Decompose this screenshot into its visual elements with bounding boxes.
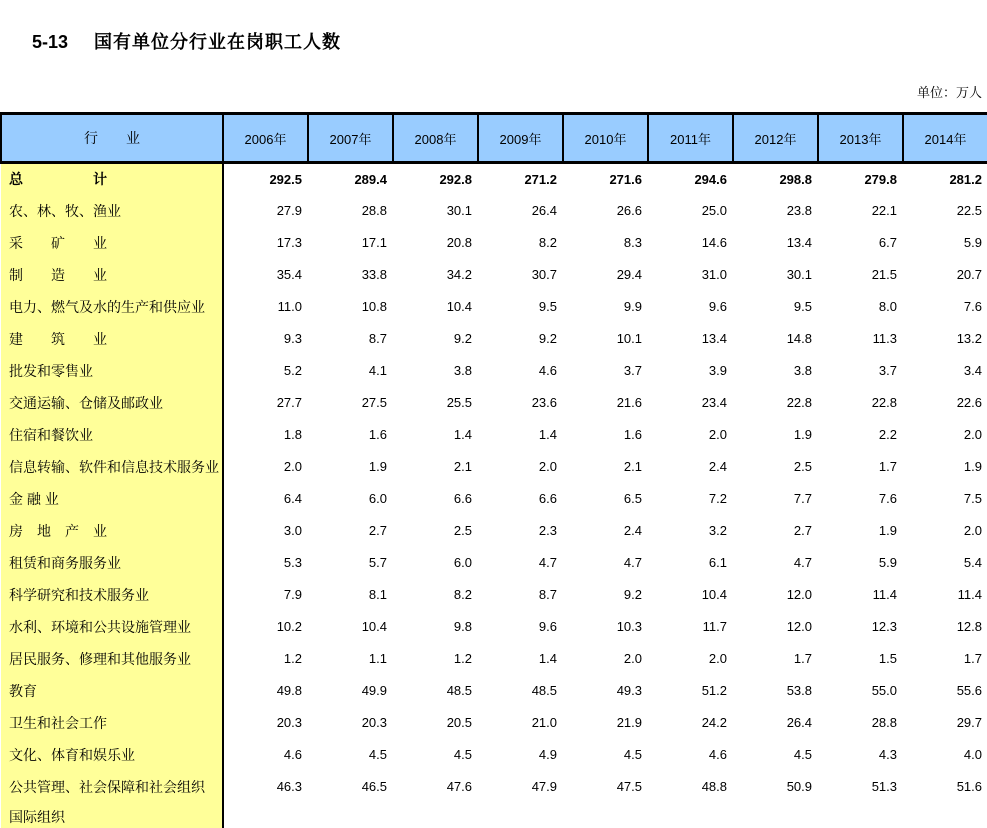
industry-label: 金 融 业 <box>1 483 223 515</box>
column-header-year-2013: 2013年 <box>818 114 903 163</box>
table-row <box>1 195 987 227</box>
table-row <box>1 707 987 739</box>
value-cell: 2.0 <box>708 427 727 442</box>
value-cell: 13.2 <box>956 331 982 346</box>
industry-label: 居民服务、修理和其他服务业 <box>1 643 223 675</box>
value-cell: 8.2 <box>453 587 472 602</box>
value-cell <box>563 803 648 828</box>
value-cell: 33.8 <box>361 267 387 282</box>
value-cell: 14.8 <box>786 331 812 346</box>
value-cell: 31.0 <box>701 267 727 282</box>
column-header-year-2006: 2006年 <box>223 114 308 163</box>
value-cell: 2.4 <box>708 459 727 474</box>
value-cell: 2.0 <box>708 651 727 666</box>
value-cell: 35.4 <box>276 267 302 282</box>
value-cell: 34.2 <box>446 267 472 282</box>
table-row <box>1 291 987 323</box>
value-cell: 5.7 <box>368 555 387 570</box>
value-cell: 8.2 <box>538 235 557 250</box>
value-cell: 9.6 <box>708 299 727 314</box>
value-cell: 46.3 <box>276 779 302 794</box>
value-cell: 9.6 <box>538 619 557 634</box>
value-cell: 2.0 <box>963 427 982 442</box>
value-cell: 7.5 <box>963 491 982 506</box>
table-row <box>1 515 987 547</box>
value-cell: 292.8 <box>439 171 472 187</box>
value-cell: 13.4 <box>786 235 812 250</box>
value-cell: 9.2 <box>623 587 642 602</box>
column-header-year-2010: 2010年 <box>563 114 648 163</box>
value-cell: 5.3 <box>283 555 302 570</box>
value-cell: 6.4 <box>283 491 302 506</box>
value-cell: 5.4 <box>963 555 982 570</box>
value-cell: 1.4 <box>538 427 557 442</box>
value-cell: 11.7 <box>702 619 727 634</box>
value-cell: 1.1 <box>368 651 387 666</box>
table-number: 5-13 <box>32 32 69 52</box>
value-cell: 22.6 <box>956 395 982 410</box>
value-cell <box>308 803 393 828</box>
value-cell: 1.8 <box>283 427 302 442</box>
industry-staff-table <box>0 112 987 828</box>
value-cell: 21.5 <box>871 267 897 282</box>
column-header-year-2009: 2009年 <box>478 114 563 163</box>
industry-label: 房 地 产 业 <box>1 515 223 547</box>
value-cell: 4.0 <box>963 747 982 762</box>
value-cell: 6.6 <box>453 491 472 506</box>
value-cell: 5.9 <box>963 235 982 250</box>
value-cell: 3.2 <box>708 523 727 538</box>
industry-label: 卫生和社会工作 <box>1 707 223 739</box>
value-cell: 49.3 <box>616 683 642 698</box>
industry-label: 批发和零售业 <box>1 355 223 387</box>
value-cell <box>818 803 903 828</box>
value-cell: 7.7 <box>793 491 812 506</box>
value-cell: 25.5 <box>446 395 472 410</box>
value-cell: 6.5 <box>623 491 642 506</box>
value-cell: 22.8 <box>786 395 812 410</box>
value-cell: 30.1 <box>786 267 812 282</box>
value-cell: 22.5 <box>956 203 982 218</box>
value-cell: 271.6 <box>609 171 642 187</box>
value-cell: 27.5 <box>361 395 387 410</box>
value-cell: 1.7 <box>878 459 897 474</box>
value-cell: 3.8 <box>453 363 472 378</box>
industry-label: 电力、燃气及水的生产和供应业 <box>1 291 223 323</box>
value-cell: 47.9 <box>531 779 557 794</box>
value-cell: 9.2 <box>453 331 472 346</box>
value-cell <box>223 803 308 828</box>
value-cell: 20.3 <box>276 715 302 730</box>
unit-bar <box>0 82 987 101</box>
industry-label: 文化、体育和娱乐业 <box>1 739 223 771</box>
value-cell: 4.9 <box>538 747 557 762</box>
value-cell: 4.6 <box>283 747 302 762</box>
value-cell <box>903 803 987 828</box>
value-cell: 12.3 <box>871 619 897 634</box>
industry-label: 科学研究和技术服务业 <box>1 579 223 611</box>
industry-label: 租赁和商务服务业 <box>1 547 223 579</box>
value-cell: 55.0 <box>871 683 897 698</box>
value-cell: 2.7 <box>793 523 812 538</box>
table-row <box>1 163 987 195</box>
value-cell: 2.1 <box>453 459 472 474</box>
table-row <box>1 227 987 259</box>
value-cell: 17.1 <box>361 235 387 250</box>
value-cell: 4.5 <box>623 747 642 762</box>
value-cell: 20.5 <box>446 715 472 730</box>
table-row <box>1 803 987 828</box>
industry-label: 采 矿 业 <box>1 227 223 259</box>
value-cell: 1.2 <box>283 651 302 666</box>
value-cell: 9.2 <box>538 331 557 346</box>
value-cell: 12.8 <box>956 619 982 634</box>
table-row <box>1 419 987 451</box>
table-row <box>1 579 987 611</box>
value-cell: 22.8 <box>871 395 897 410</box>
value-cell: 2.0 <box>283 459 302 474</box>
value-cell: 8.7 <box>538 587 557 602</box>
value-cell: 271.2 <box>524 171 557 187</box>
value-cell: 2.0 <box>623 651 642 666</box>
value-cell: 23.4 <box>701 395 727 410</box>
value-cell: 25.0 <box>701 203 727 218</box>
value-cell: 48.8 <box>701 779 727 794</box>
value-cell: 4.7 <box>793 555 812 570</box>
column-header-year-2008: 2008年 <box>393 114 478 163</box>
value-cell: 7.6 <box>878 491 897 506</box>
value-cell: 8.7 <box>368 331 387 346</box>
value-cell: 3.7 <box>623 363 642 378</box>
value-cell: 279.8 <box>864 171 897 187</box>
value-cell: 9.3 <box>283 331 302 346</box>
value-cell: 12.0 <box>786 587 812 602</box>
value-cell: 12.0 <box>786 619 812 634</box>
value-cell: 20.3 <box>361 715 387 730</box>
value-cell: 2.7 <box>368 523 387 538</box>
value-cell <box>478 803 563 828</box>
value-cell: 51.2 <box>701 683 727 698</box>
table-row <box>1 483 987 515</box>
value-cell: 2.1 <box>623 459 642 474</box>
value-cell: 1.9 <box>368 459 387 474</box>
value-cell: 10.8 <box>361 299 387 314</box>
value-cell: 1.4 <box>538 651 557 666</box>
value-cell: 5.2 <box>283 363 302 378</box>
value-cell <box>393 803 478 828</box>
value-cell: 6.0 <box>368 491 387 506</box>
value-cell: 26.4 <box>786 715 812 730</box>
value-cell: 1.9 <box>878 523 897 538</box>
page-title-bar <box>0 0 987 75</box>
table-row <box>1 739 987 771</box>
value-cell: 3.4 <box>963 363 982 378</box>
value-cell: 4.5 <box>368 747 387 762</box>
value-cell <box>733 803 818 828</box>
value-cell: 4.7 <box>538 555 557 570</box>
value-cell: 51.6 <box>956 779 982 794</box>
value-cell: 289.4 <box>354 171 387 187</box>
value-cell: 11.0 <box>277 299 302 314</box>
value-cell: 22.1 <box>871 203 897 218</box>
value-cell: 17.3 <box>276 235 302 250</box>
value-cell: 46.5 <box>361 779 387 794</box>
value-cell: 2.4 <box>623 523 642 538</box>
value-cell: 50.9 <box>786 779 812 794</box>
value-cell: 1.9 <box>963 459 982 474</box>
value-cell: 11.4 <box>957 587 982 602</box>
value-cell: 1.6 <box>368 427 387 442</box>
value-cell: 8.0 <box>878 299 897 314</box>
table-header-row <box>1 114 987 163</box>
column-header-industry: 行 业 <box>1 114 223 163</box>
value-cell: 48.5 <box>531 683 557 698</box>
industry-label: 建 筑 业 <box>1 323 223 355</box>
industry-label: 总 计 <box>1 163 223 195</box>
table-row <box>1 643 987 675</box>
value-cell: 13.4 <box>701 331 727 346</box>
value-cell: 281.2 <box>949 171 982 187</box>
table-row <box>1 259 987 291</box>
value-cell: 24.2 <box>701 715 727 730</box>
table-row <box>1 451 987 483</box>
column-header-year-2014: 2014年 <box>903 114 987 163</box>
value-cell: 9.5 <box>538 299 557 314</box>
industry-label: 农、林、牧、渔业 <box>1 195 223 227</box>
value-cell: 2.0 <box>538 459 557 474</box>
value-cell: 3.7 <box>878 363 897 378</box>
value-cell: 3.9 <box>708 363 727 378</box>
value-cell: 28.8 <box>871 715 897 730</box>
table-row <box>1 675 987 707</box>
column-header-year-2012: 2012年 <box>733 114 818 163</box>
value-cell: 14.6 <box>701 235 727 250</box>
value-cell: 4.1 <box>368 363 387 378</box>
value-cell: 4.5 <box>793 747 812 762</box>
industry-label: 交通运输、仓储及邮政业 <box>1 387 223 419</box>
value-cell: 2.5 <box>453 523 472 538</box>
value-cell: 8.3 <box>623 235 642 250</box>
table-row <box>1 611 987 643</box>
value-cell: 20.7 <box>956 267 982 282</box>
value-cell: 11.3 <box>872 331 897 346</box>
value-cell: 2.0 <box>963 523 982 538</box>
value-cell: 10.4 <box>701 587 727 602</box>
table-row <box>1 355 987 387</box>
value-cell: 9.5 <box>793 299 812 314</box>
value-cell: 4.7 <box>623 555 642 570</box>
value-cell: 48.5 <box>446 683 472 698</box>
value-cell: 26.4 <box>531 203 557 218</box>
value-cell: 1.6 <box>623 427 642 442</box>
value-cell: 2.3 <box>538 523 557 538</box>
value-cell: 6.7 <box>878 235 897 250</box>
value-cell: 8.1 <box>368 587 387 602</box>
value-cell: 292.5 <box>269 171 302 187</box>
value-cell: 55.6 <box>956 683 982 698</box>
table-row <box>1 547 987 579</box>
value-cell: 20.8 <box>446 235 472 250</box>
value-cell: 298.8 <box>779 171 812 187</box>
value-cell: 29.4 <box>616 267 642 282</box>
value-cell: 21.9 <box>616 715 642 730</box>
value-cell: 27.9 <box>276 203 302 218</box>
value-cell: 23.8 <box>786 203 812 218</box>
industry-label: 制 造 业 <box>1 259 223 291</box>
industry-label: 水利、环境和公共设施管理业 <box>1 611 223 643</box>
value-cell: 23.6 <box>531 395 557 410</box>
page-title: 国有单位分行业在岗职工人数 <box>94 32 342 52</box>
value-cell: 6.6 <box>538 491 557 506</box>
industry-label: 信息转输、软件和信息技术服务业 <box>1 451 223 483</box>
value-cell: 4.6 <box>708 747 727 762</box>
value-cell: 6.0 <box>453 555 472 570</box>
value-cell: 4.6 <box>538 363 557 378</box>
value-cell: 11.4 <box>872 587 897 602</box>
value-cell: 1.7 <box>963 651 982 666</box>
value-cell: 30.1 <box>446 203 472 218</box>
value-cell: 29.7 <box>956 715 982 730</box>
value-cell: 10.3 <box>616 619 642 634</box>
value-cell: 53.8 <box>786 683 812 698</box>
table-row <box>1 387 987 419</box>
value-cell: 21.6 <box>616 395 642 410</box>
value-cell: 47.5 <box>616 779 642 794</box>
value-cell: 9.8 <box>453 619 472 634</box>
value-cell: 3.0 <box>283 523 302 538</box>
industry-label: 教育 <box>1 675 223 707</box>
value-cell: 1.7 <box>793 651 812 666</box>
industry-label: 公共管理、社会保障和社会组织 <box>1 771 223 803</box>
unit-label: 单位：万人 <box>916 85 982 100</box>
value-cell: 21.0 <box>531 715 557 730</box>
value-cell: 51.3 <box>871 779 897 794</box>
value-cell: 47.6 <box>446 779 472 794</box>
value-cell: 294.6 <box>694 171 727 187</box>
value-cell: 49.8 <box>276 683 302 698</box>
table-row <box>1 323 987 355</box>
value-cell: 9.9 <box>623 299 642 314</box>
value-cell: 3.8 <box>793 363 812 378</box>
value-cell: 26.6 <box>616 203 642 218</box>
value-cell: 10.2 <box>276 619 302 634</box>
value-cell: 49.9 <box>361 683 387 698</box>
value-cell: 10.1 <box>616 331 642 346</box>
table-row <box>1 771 987 803</box>
value-cell: 6.1 <box>708 555 727 570</box>
value-cell: 4.5 <box>453 747 472 762</box>
value-cell: 7.9 <box>283 587 302 602</box>
value-cell: 1.9 <box>793 427 812 442</box>
value-cell: 1.2 <box>453 651 472 666</box>
value-cell: 1.5 <box>878 651 897 666</box>
value-cell: 2.5 <box>793 459 812 474</box>
value-cell: 2.2 <box>878 427 897 442</box>
value-cell <box>648 803 733 828</box>
value-cell: 10.4 <box>361 619 387 634</box>
value-cell: 28.8 <box>361 203 387 218</box>
value-cell: 4.3 <box>878 747 897 762</box>
value-cell: 30.7 <box>531 267 557 282</box>
value-cell: 27.7 <box>276 395 302 410</box>
column-header-year-2007: 2007年 <box>308 114 393 163</box>
value-cell: 1.4 <box>453 427 472 442</box>
column-header-year-2011: 2011年 <box>648 114 733 163</box>
value-cell: 5.9 <box>878 555 897 570</box>
value-cell: 10.4 <box>446 299 472 314</box>
value-cell: 7.6 <box>963 299 982 314</box>
industry-label: 住宿和餐饮业 <box>1 419 223 451</box>
value-cell: 7.2 <box>708 491 727 506</box>
industry-label: 国际组织 <box>1 803 223 828</box>
